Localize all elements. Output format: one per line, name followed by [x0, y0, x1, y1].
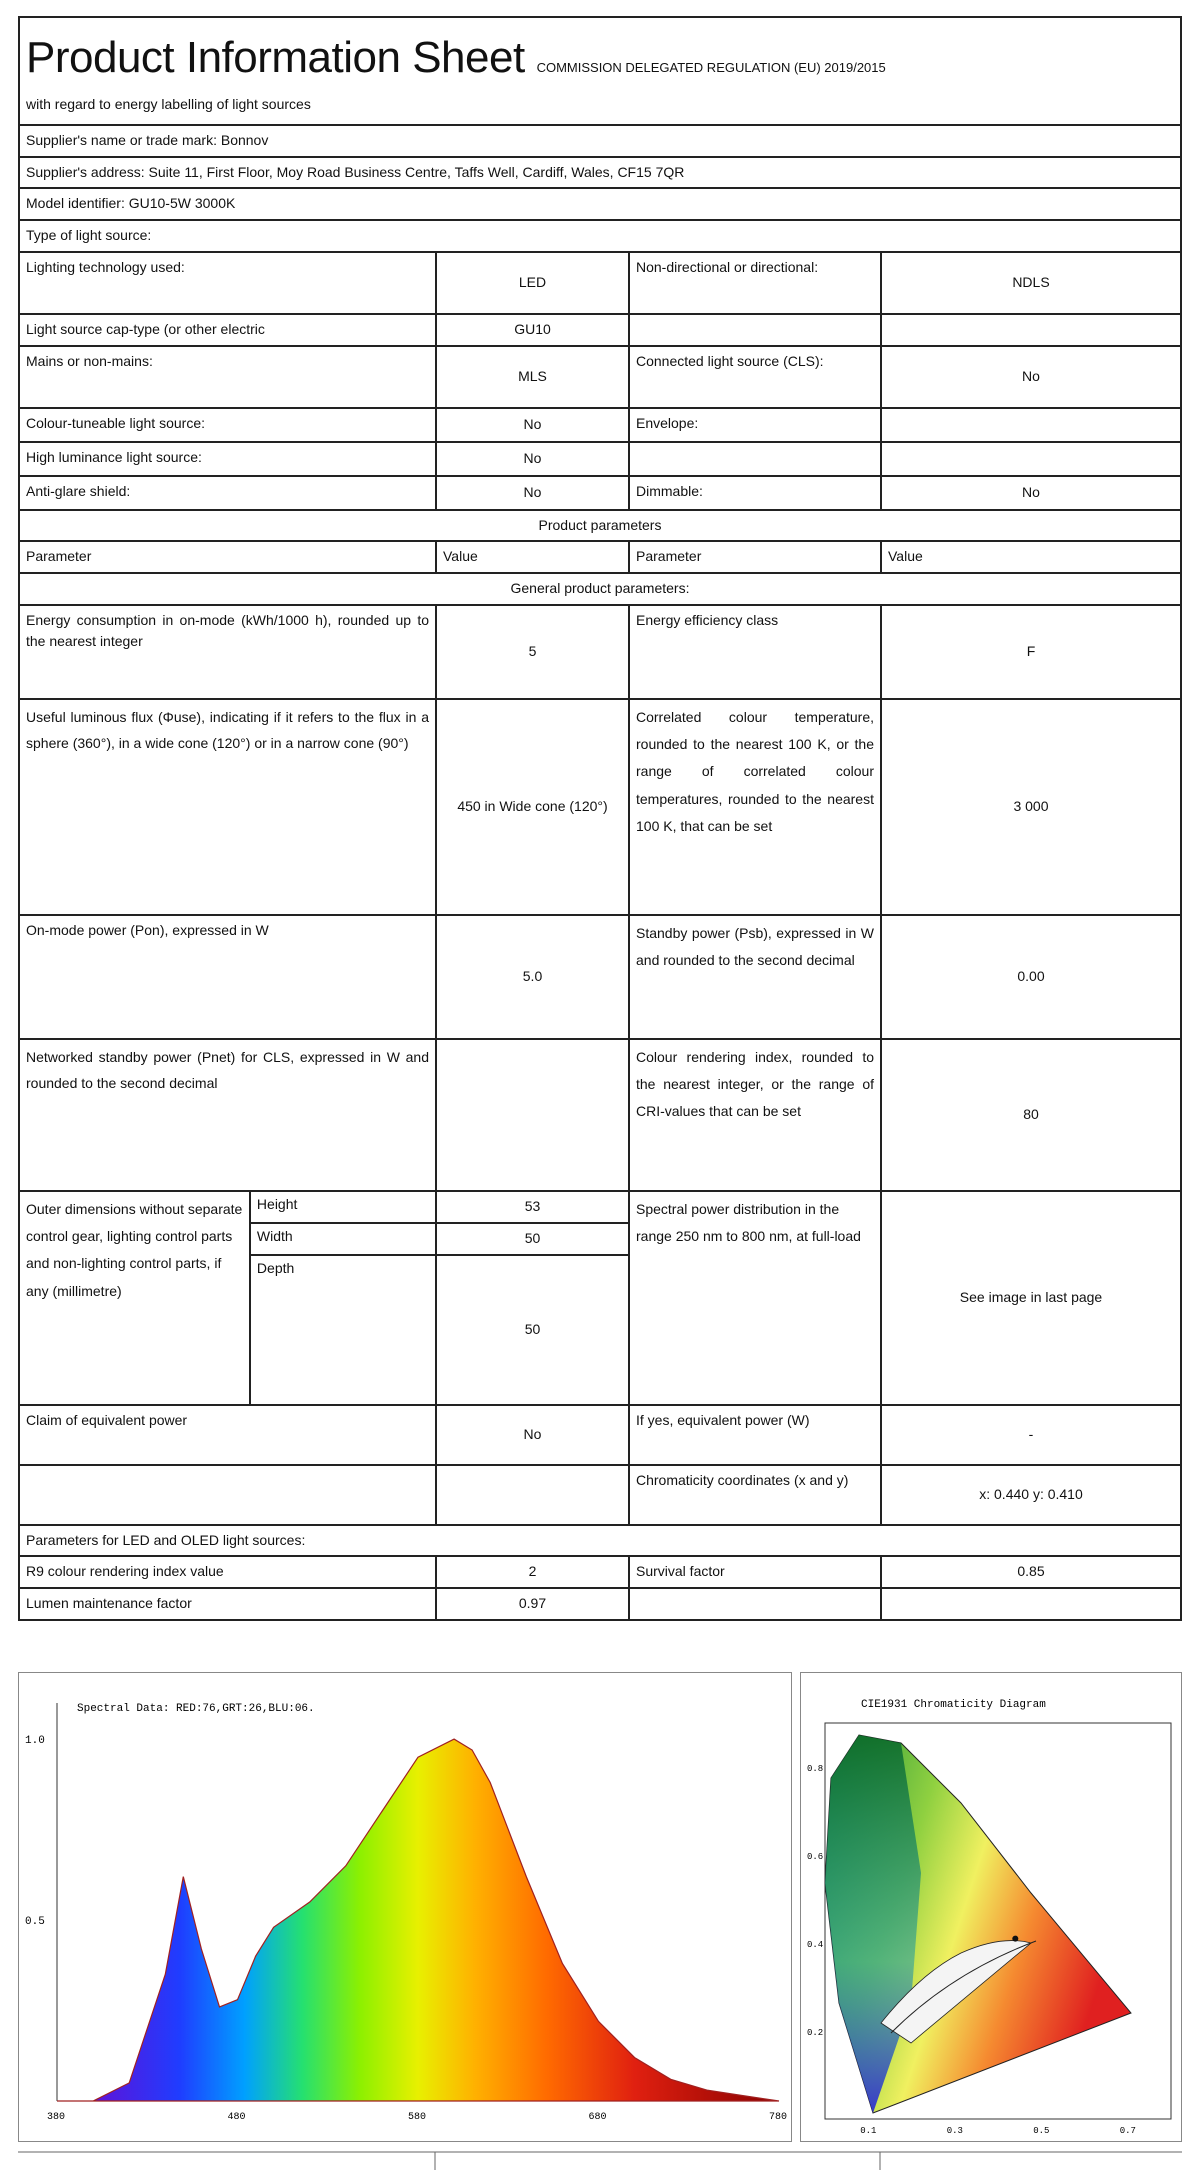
param-label	[630, 443, 882, 475]
info-row	[20, 221, 1180, 253]
height-label: Height	[251, 1192, 435, 1224]
param-value	[882, 409, 1180, 441]
param-label: Dimmable:	[630, 477, 882, 509]
x-tick-label: 480	[227, 2112, 246, 2123]
param-value: GU10	[437, 315, 630, 345]
table-row	[20, 606, 1180, 700]
section-header	[20, 511, 1180, 543]
depth-value: 50	[524, 1320, 541, 1337]
info-row	[20, 158, 1180, 190]
info-row	[20, 189, 1180, 221]
param-value: 0.00	[1017, 967, 1045, 984]
x-tick-label: 0.7	[1119, 2126, 1136, 2136]
param-label: Survival factor	[630, 1557, 882, 1587]
dimensions-label: Outer dimensions without separate control gear, lighting control parts and non-lighting control parts, if any (millimetre)	[20, 1192, 251, 1404]
param-value	[437, 1040, 630, 1190]
param-value: No	[437, 443, 630, 475]
table-row	[20, 315, 1180, 347]
spectrum-panel	[18, 1672, 792, 2142]
table-row	[20, 1040, 1180, 1192]
param-value: -	[1028, 1425, 1034, 1442]
param-label: High luminance light source:	[20, 443, 437, 475]
spectrum-curve	[57, 1739, 779, 2101]
column-header: Value	[437, 542, 630, 572]
param-label: If yes, equivalent power (W)	[630, 1406, 882, 1464]
param-label: Energy efficiency class	[630, 606, 882, 698]
x-tick-label: 580	[408, 2112, 427, 2123]
cie-panel	[800, 1672, 1182, 2142]
y-tick-label: 0.4	[807, 1940, 824, 1950]
bottom-table-lines	[18, 2150, 1182, 2170]
product-information-sheet	[18, 16, 1182, 1621]
param-value	[882, 1589, 1180, 1619]
y-tick-label: 0.5	[25, 1916, 45, 1929]
param-label: Colour rendering index, rounded to the nearest integer, or the range of CRI-values that can be set	[630, 1040, 882, 1190]
param-label: Standby power (Psb), expressed in W and rounded to the second decimal	[630, 916, 882, 1038]
param-value: No	[1022, 483, 1040, 500]
param-value: No	[1022, 367, 1040, 384]
param-label: Correlated colour temperature, rounded to the nearest 100 K, or the range of correlated colour temperatures, rounded to the nearest 100 K, that can be set	[630, 700, 882, 914]
x-tick-label: 0.1	[860, 2126, 877, 2136]
param-label: Useful luminous flux (Φuse), indicating if it refers to the flux in a sphere (360°), in a wide cone (120°) or in a narrow cone (90°)	[20, 700, 437, 914]
param-label: Lighting technology used:	[20, 253, 437, 313]
param-value	[882, 443, 1180, 475]
table-row	[20, 477, 1180, 511]
table-row	[20, 253, 1180, 315]
param-label: Lumen maintenance factor	[20, 1589, 437, 1619]
dimensions-row	[20, 1192, 1180, 1406]
y-tick-label: 0.2	[807, 2028, 824, 2038]
param-value: 5	[437, 606, 630, 698]
table-row	[20, 700, 1180, 916]
param-label: R9 colour rendering index value	[20, 1557, 437, 1587]
param-value: No	[437, 477, 630, 509]
table-row	[20, 916, 1180, 1040]
general-parameters-title: General product parameters:	[510, 580, 690, 596]
param-label: Energy consumption in on-mode (kWh/1000 h), rounded up to the nearest integer	[20, 606, 437, 698]
chromaticity-point	[1012, 1936, 1018, 1942]
param-label: Non-directional or directional:	[630, 253, 882, 313]
table-row	[20, 1589, 1180, 1619]
param-label: Connected light source (CLS):	[630, 347, 882, 407]
param-value: NDLS	[1012, 273, 1050, 290]
column-header: Parameter	[20, 542, 437, 572]
param-label: Spectral power distribution in the range 250 nm to 800 nm, at full-load	[630, 1192, 882, 1404]
width-label: Width	[251, 1224, 435, 1256]
y-tick-label: 0.8	[807, 1764, 824, 1774]
param-label: Anti-glare shield:	[20, 477, 437, 509]
regulation-reference: COMMISSION DELEGATED REGULATION (EU) 2019/2015	[536, 60, 886, 75]
param-value: 80	[1023, 1105, 1039, 1122]
cie-chart	[801, 1673, 1181, 2141]
height-value: 53	[437, 1192, 628, 1224]
info-row	[20, 126, 1180, 158]
param-value: 0.85	[1017, 1563, 1045, 1580]
table-row	[20, 409, 1180, 443]
param-label	[20, 1466, 437, 1524]
param-label: Colour-tuneable light source:	[20, 409, 437, 441]
column-header: Value	[888, 548, 923, 565]
spectrum-title: Spectral Data: RED:76,GRT:26,BLU:06.	[77, 1703, 315, 1715]
param-value	[437, 1466, 630, 1524]
param-label: Envelope:	[630, 409, 882, 441]
param-label: Networked standby power (Pnet) for CLS, expressed in W and rounded to the second decimal	[20, 1040, 437, 1190]
param-value: 5.0	[437, 916, 630, 1038]
spectrum-chart	[19, 1673, 791, 2141]
y-tick-label: 1.0	[25, 1735, 45, 1748]
table-row	[20, 1406, 1180, 1466]
supplier-name: Supplier's name or trade mark: Bonnov	[26, 131, 269, 148]
page-subtitle: with regard to energy labelling of light sources	[26, 96, 311, 113]
param-value: No	[437, 1406, 630, 1464]
param-label: Claim of equivalent power	[20, 1406, 437, 1464]
model-identifier: Model identifier: GU10-5W 3000K	[26, 195, 236, 212]
param-label: On-mode power (Pon), expressed in W	[20, 916, 437, 1038]
param-value: No	[437, 409, 630, 441]
param-value	[882, 315, 1180, 345]
table-row	[20, 1466, 1180, 1526]
param-label	[630, 1589, 882, 1619]
x-tick-label: 680	[588, 2112, 607, 2123]
table-row	[20, 347, 1180, 409]
param-label: Mains or non-mains:	[20, 347, 437, 407]
section-header	[20, 574, 1180, 606]
x-tick-label: 780	[769, 2112, 788, 2123]
param-value: 3 000	[1013, 797, 1049, 814]
product-parameters-title: Product parameters	[538, 516, 662, 533]
cie-title: CIE1931 Chromaticity Diagram	[861, 1699, 1046, 1711]
supplier-address: Supplier's address: Suite 11, First Floor, Moy Road Business Centre, Taffs Well, Cardiff, Wales, CF15 7QR	[26, 163, 685, 180]
param-label: Chromaticity coordinates (x and y)	[630, 1466, 882, 1524]
param-value: 2	[437, 1557, 630, 1587]
table-row	[20, 1557, 1180, 1589]
param-value: MLS	[437, 347, 630, 407]
param-label	[630, 315, 882, 345]
light-source-type: Type of light source:	[26, 226, 152, 243]
column-header: Parameter	[630, 542, 882, 572]
x-tick-label: 380	[47, 2112, 66, 2123]
x-tick-label: 0.3	[946, 2126, 963, 2136]
x-tick-label: 0.5	[1033, 2126, 1050, 2136]
width-value: 50	[437, 1224, 628, 1256]
depth-label: Depth	[256, 1259, 295, 1276]
param-value: F	[1026, 642, 1036, 659]
y-tick-label: 0.6	[807, 1852, 824, 1862]
led-parameters-title: Parameters for LED and OLED light sources:	[26, 1531, 306, 1548]
param-value: 450 in Wide cone (120°)	[437, 700, 630, 914]
param-value: See image in last page	[959, 1288, 1103, 1305]
param-value: x: 0.440 y: 0.410	[979, 1485, 1083, 1502]
section-header	[20, 1526, 1180, 1558]
param-label: Light source cap-type (or other electric	[20, 315, 437, 345]
table-row	[20, 443, 1180, 477]
table-header-row	[20, 542, 1180, 574]
page-title: Product Information Sheet	[26, 33, 525, 82]
charts-area	[18, 1672, 1182, 2142]
param-value: 0.97	[437, 1589, 630, 1619]
param-value: LED	[437, 253, 630, 313]
title-row	[20, 18, 1180, 126]
